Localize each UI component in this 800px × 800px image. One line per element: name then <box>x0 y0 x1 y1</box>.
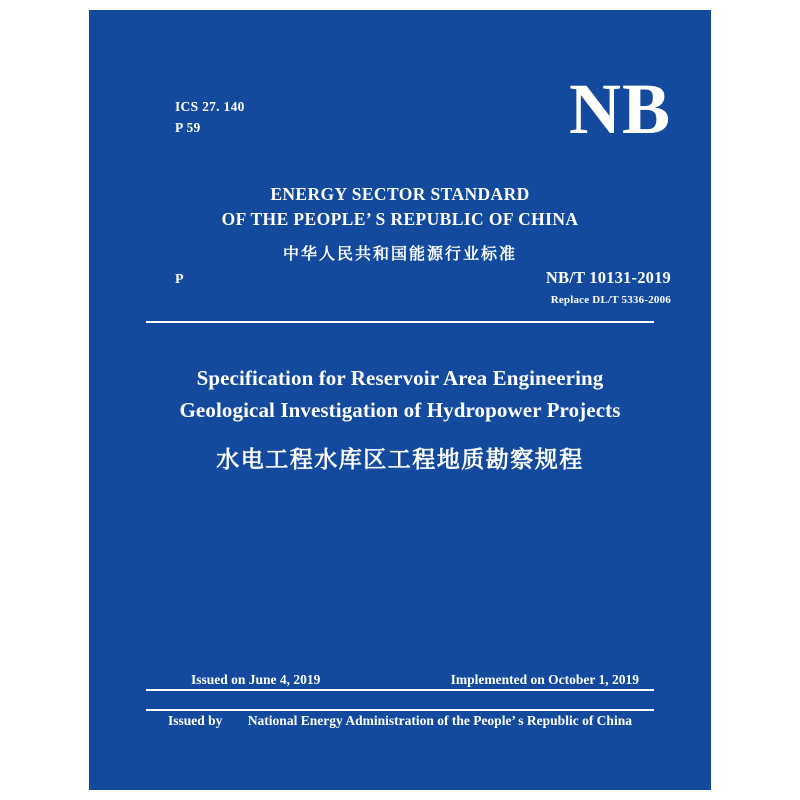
standard-number-block <box>546 268 671 306</box>
ics-block <box>175 96 245 138</box>
issuer-row <box>146 713 654 729</box>
divider-footer <box>146 709 654 711</box>
ics-code: ICS 27. 140 <box>175 99 245 114</box>
code-letter: P <box>175 272 184 287</box>
issue-date: Issued on June 4, 2019 <box>191 672 321 687</box>
nb-logo: NB <box>568 69 671 149</box>
replaced-standard: Replace DL/T 5336-2006 <box>550 294 671 306</box>
implementation-date: Implemented on October 1, 2019 <box>450 672 639 687</box>
dates-row <box>146 672 654 688</box>
standard-header-line1: ENERGY SECTOR STANDARD <box>270 184 530 204</box>
issuer-name: National Energy Administration of the People’ s Republic of China <box>247 713 632 728</box>
code-row <box>89 268 711 318</box>
cover-top-row <box>89 69 711 168</box>
document-title <box>89 362 711 474</box>
standard-cover <box>89 10 711 790</box>
title-english-line1: Specification for Reservoir Area Engineering <box>196 366 604 390</box>
issued-by-label: Issued by <box>168 713 223 728</box>
title-chinese: 水电工程水库区工程地质勘察规程 <box>216 447 584 473</box>
standard-number: NB/T 10131-2019 <box>545 268 671 287</box>
standard-header <box>89 182 711 264</box>
classification-code: P 59 <box>175 120 201 135</box>
divider-bottom <box>146 689 654 691</box>
divider-top <box>146 321 654 323</box>
standard-header-chinese: 中华人民共和国能源行业标准 <box>282 244 517 263</box>
title-english-line2: Geological Investigation of Hydropower Projects <box>179 398 621 422</box>
standard-header-line2: OF THE PEOPLE’ S REPUBLIC OF CHINA <box>221 209 579 229</box>
